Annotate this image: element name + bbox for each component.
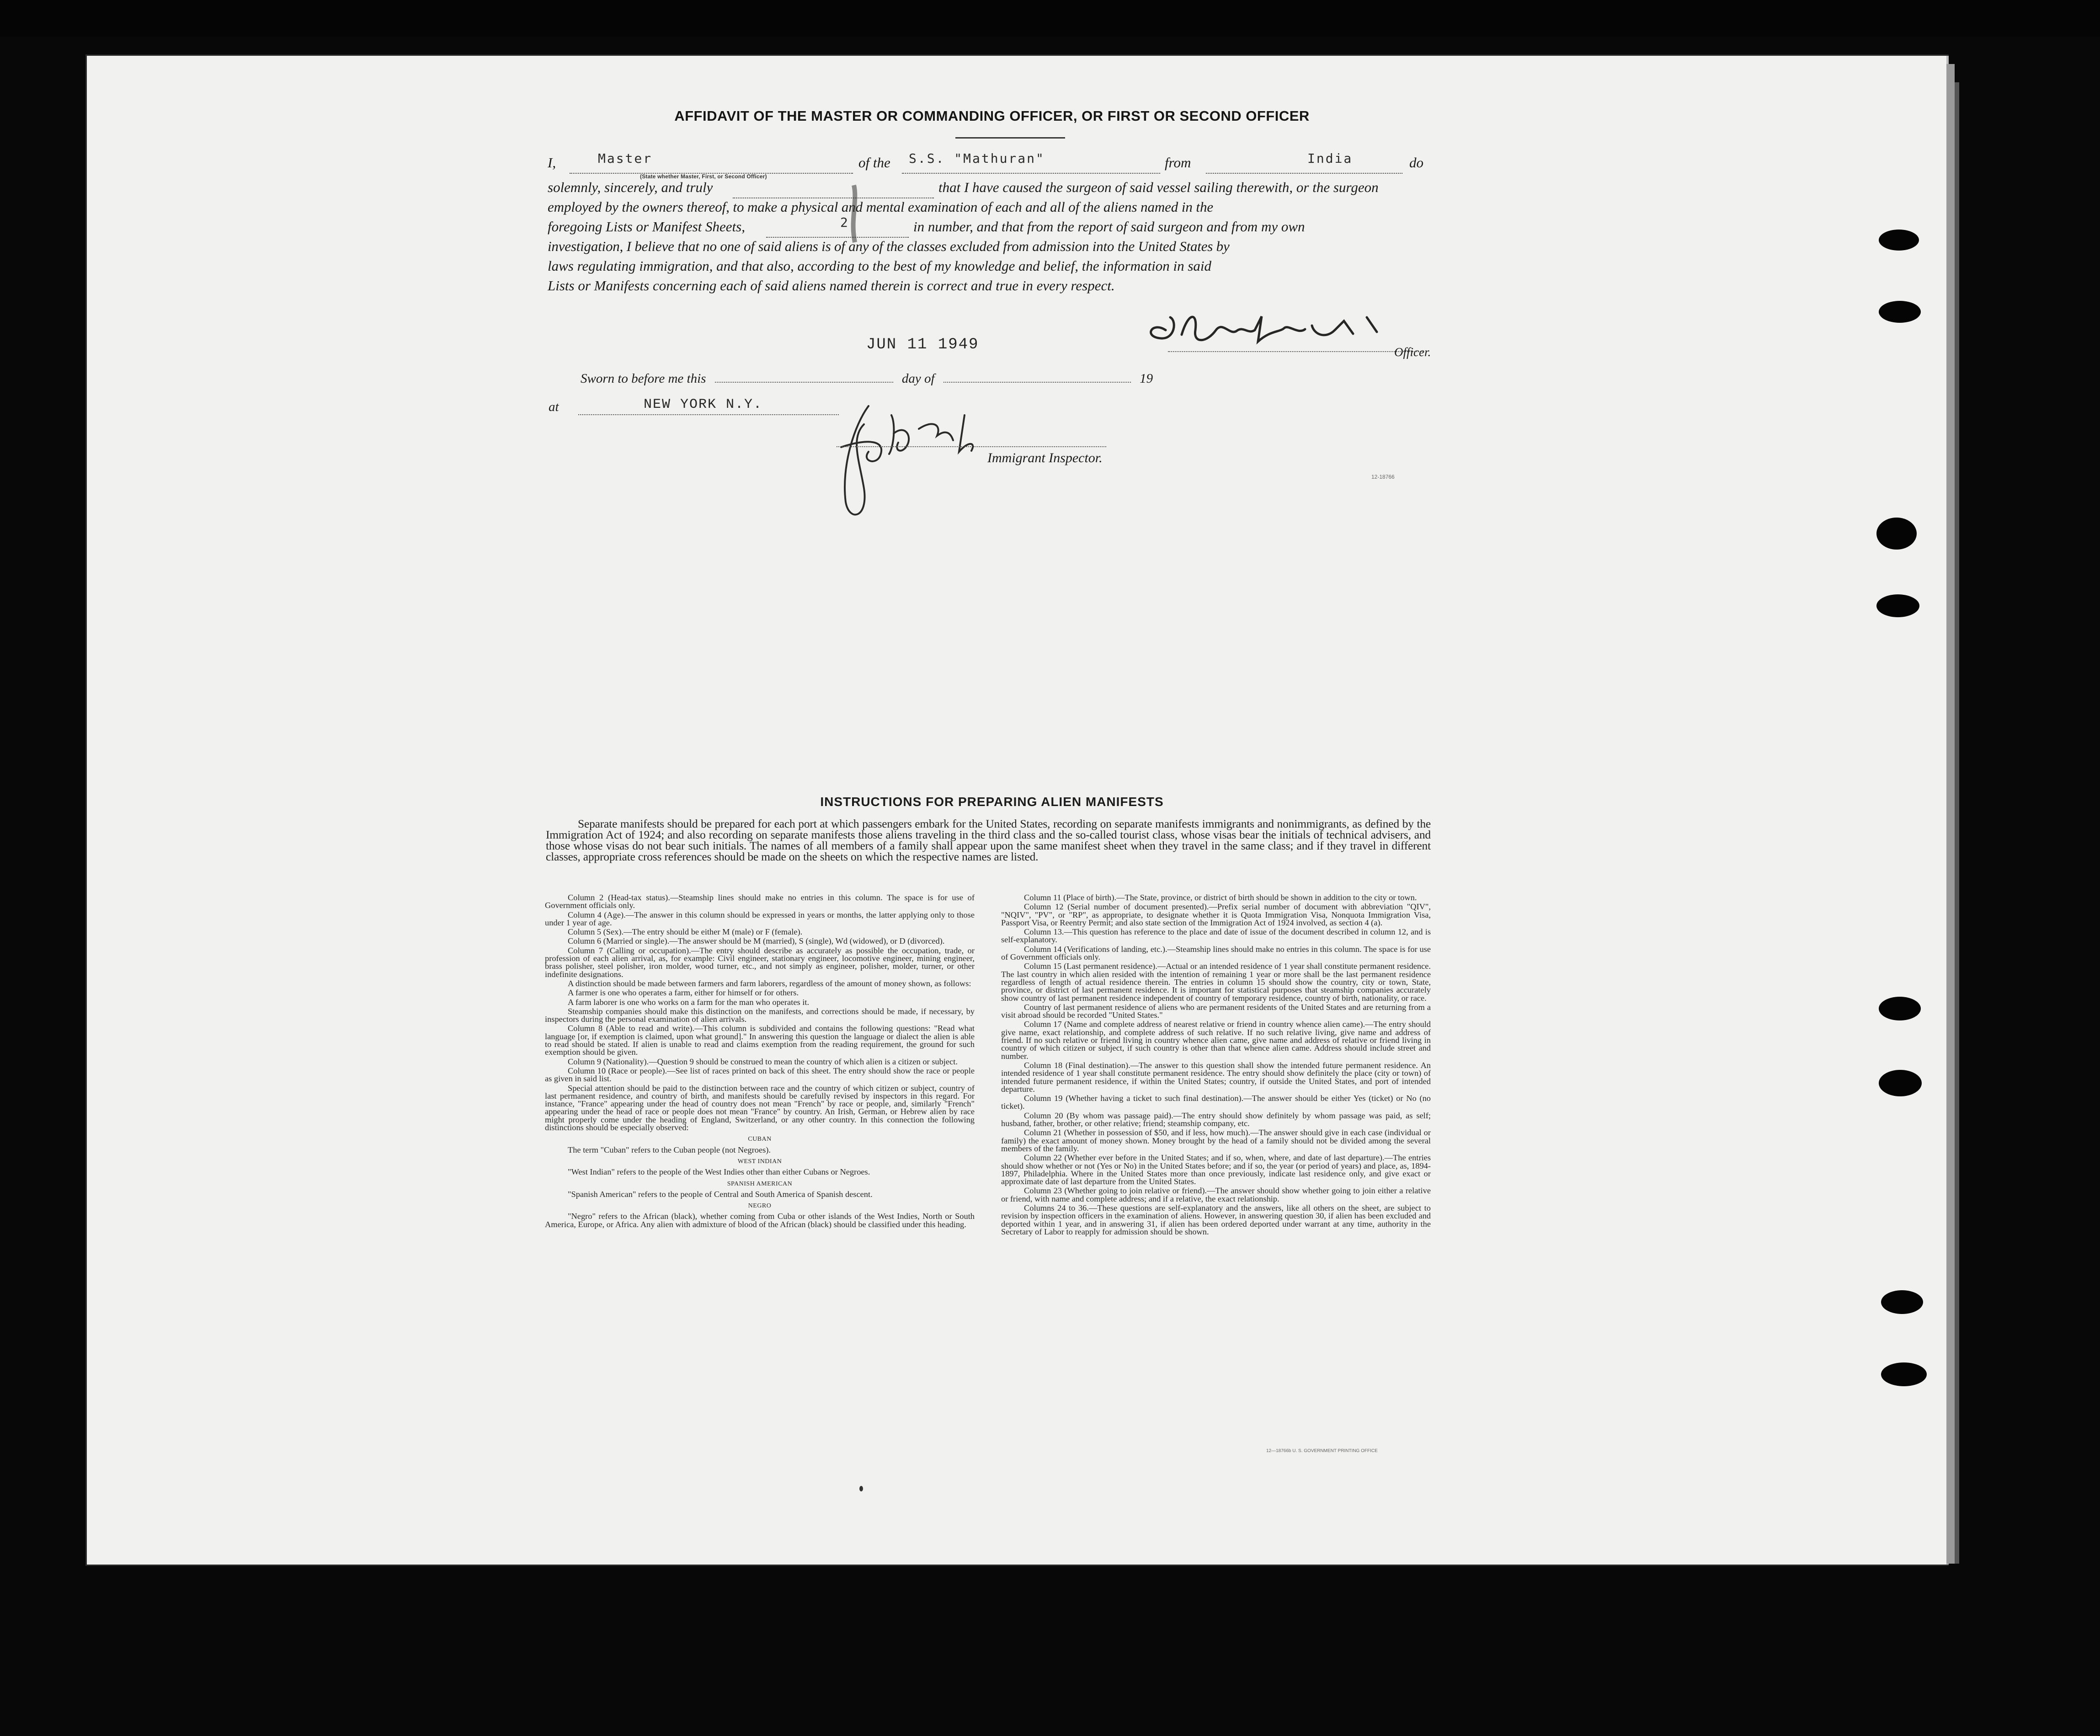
day-of-text: day of bbox=[901, 371, 935, 386]
paragraph: Column 7 (Calling or occupation).—The entry should describe as accurately as possible the occupation, trade, or profession of each alien arrival, as, for example: Civil engineer, stationary engineer, locomotive engineer, mining engineer, brass polisher, steel polisher, iron molder, wood turner, etc., and not simply as engineer, polisher, molder, turner, or other indefinite designations. bbox=[545, 945, 975, 979]
paragraph: Column 11 (Place of birth).—The State, province, or district of birth should be shown in addition to the city or town. bbox=[1024, 893, 1417, 902]
binder-hole bbox=[1876, 518, 1917, 550]
officer-label: Officer. bbox=[1394, 345, 1431, 359]
section-heading: SPANISH AMERICAN bbox=[727, 1180, 793, 1187]
i-label: I, bbox=[548, 155, 556, 171]
line2-end: that I have caused the surgeon of said vessel sailing therewith, or the surgeon bbox=[938, 179, 1379, 195]
date-stamp: JUN 11 1949 bbox=[866, 336, 979, 353]
paragraph: Column 10 (Race or people).—See list of races printed on back of this sheet. The entry should show the race or people as given in said list. bbox=[545, 1066, 975, 1084]
sheets-field bbox=[766, 219, 909, 238]
paragraph: Column 14 (Verifications of landing, etc.).—Steamship lines should make no entries in this column. The space is for use of Government officials only. bbox=[1001, 944, 1431, 962]
paragraph: Column 20 (By whom was passage paid).—The entry should show definitely by whom passage was paid, as self; husband, father, brother, or other relative; friend; steamship company, etc. bbox=[1001, 1111, 1431, 1128]
binder-hole bbox=[1881, 1290, 1923, 1314]
paragraph: Steamship companies should make this distinction on the manifests, and corrections should be made, if necessary, by inspectors during the personal examination of alien arrivals. bbox=[545, 1006, 975, 1024]
paragraph: Column 9 (Nationality).—Question 9 should be construed to mean the country of which alien is a citizen or subject. bbox=[568, 1057, 958, 1066]
rank-handwritten: Master bbox=[598, 151, 653, 166]
paragraph: "Negro" refers to the African (black), whether coming from Cuba or other islands of the West Indies, North or South America, Europe, or Africa. Any alien with admixture of blood of the African (black) should be classified under this heading. bbox=[545, 1212, 975, 1229]
from-handwritten: India bbox=[1307, 151, 1353, 166]
instructions-right-column bbox=[1001, 894, 1431, 1237]
sworn-line bbox=[581, 371, 1153, 386]
section-heading: CUBAN bbox=[748, 1136, 772, 1143]
paragraph: Column 18 (Final destination).—The answer to this question shall show the intended future permanent residence. An intended residence of 1 year shall constitute permanent residence. The entry should show definitely the place (city or town) of intended future permanent residence, if within the United States; country, if outside the United States, and port of intended departure. bbox=[1001, 1060, 1431, 1094]
paragraph: Column 15 (Last permanent residence).—Actual or an intended residence of 1 year shall constitute permanent residence. The last country in which alien resided with the intention of remaining 1 year or more shall be the last permanent residence regardless of length of actual residence therein. The entries in column 15 should show the country, city or town, State, province, or district of last permanent residence. It is important for statistical purposes that steamship companies accurately show country of last permanent residence independent of country of temporary residence, country of birth, nationality, or race. bbox=[1001, 961, 1431, 1003]
paragraph: Column 4 (Age).—The answer in this column should be expressed in years or months, the latter applying only to those under 1 year of age. bbox=[545, 910, 975, 927]
paragraph: A farm laborer is one who works on a farm for the man who operates it. bbox=[568, 997, 810, 1007]
paragraph: Column 12 (Serial number of document presented).—Prefix serial number of document with abbreviation "QIV", "NQIV", "PV", or "RP", as appropriate, to designate whether it is Quota Immigration Visa, Nonquota Immigration Visa, Passport Visa, or Reentry Permit; and also state section of the Immigration Act of 1924 involved, as section 4 (a). bbox=[1001, 902, 1431, 927]
paragraph: "Spanish American" refers to the people of Central and South America of Spanish descent. bbox=[568, 1189, 873, 1199]
vessel-handwritten: S.S. "Mathuran" bbox=[909, 151, 1045, 166]
inspector-label: Immigrant Inspector. bbox=[987, 450, 1103, 465]
officer-signature-line bbox=[1168, 351, 1424, 352]
inspector-signature-line bbox=[837, 446, 1106, 447]
scanner-border bbox=[0, 0, 2100, 37]
paragraph: Column 23 (Whether going to join relative or friend).—The answer should show whether going to join either a relative or friend, with name and complete address; and if a relative, the exact relationship. bbox=[1001, 1186, 1431, 1203]
binder-hole bbox=[1879, 997, 1921, 1020]
form-code: 12-18766 bbox=[1371, 474, 1395, 480]
sworn-text: Sworn to before me this bbox=[581, 371, 706, 386]
affidavit-line-4 bbox=[548, 215, 1430, 239]
place-stamp: NEW YORK N.Y. bbox=[644, 397, 763, 412]
ink-dot bbox=[859, 1486, 863, 1491]
place-field bbox=[578, 414, 839, 415]
affidavit-line-7: Lists or Manifests concerning each of said aliens named therein is correct and true in every respect. bbox=[548, 278, 1115, 294]
printing-office-note: 12—18766b U. S. GOVERNMENT PRINTING OFFICE bbox=[1266, 1448, 1378, 1453]
year-prefix: 19 bbox=[1140, 371, 1153, 386]
at-label: at bbox=[549, 400, 559, 414]
line4-end: in number, and that from the report of said surgeon and from my own bbox=[913, 219, 1305, 235]
paragraph: Column 8 (Able to read and write).—This column is subdivided and contains the following questions: "Read what language [or, if exemption is claimed, upon what ground]." In answering this question the language or dialect the alien is able to read should be stated. If alien is unable to read and claims exemption from the reading requirement, the ground for such exemption should be given. bbox=[545, 1024, 975, 1057]
line4-start: foregoing Lists or Manifest Sheets, bbox=[548, 219, 745, 235]
paragraph: Column 6 (Married or single).—The answer should be M (married), S (single), Wd (widowed), or D (divorced). bbox=[568, 936, 945, 946]
section-heading: NEGRO bbox=[748, 1202, 772, 1210]
section-heading: WEST INDIAN bbox=[737, 1158, 782, 1165]
title-rule bbox=[955, 137, 1065, 139]
affidavit-title: AFFIDAVIT OF THE MASTER OR COMMANDING OFFICER, OR FIRST OR SECOND OFFICER bbox=[674, 108, 1310, 124]
instructions-title: INSTRUCTIONS FOR PREPARING ALIEN MANIFESTS bbox=[820, 795, 1164, 809]
paragraph: Country of last permanent residence of aliens who are permanent residents of the United States and are returning from a visit abroad should be recorded "United States." bbox=[1001, 1002, 1431, 1020]
instructions-intro: Separate manifests should be prepared for each port at which passengers embark for the United States, recording on separate manifests immigrants and nonimmigrants, as defined by the Immigration Act of 1924; and also recording on separate manifests those aliens traveling in the third class and the so-called tourist class, whose visas bear the initials of technical advisers, and those whose visas do not bear such initials. The names of all members of a family shall appear upon the same manifest sheet when they travel in the same class; and if they travel in different classes, appropriate cross references should be made on the sheets on which the respective names are listed. bbox=[546, 817, 1431, 863]
paragraph: Column 5 (Sex).—The entry should be either M (male) or F (female). bbox=[568, 927, 803, 937]
ink-smudge bbox=[845, 183, 863, 247]
affidavit-line-5: investigation, I believe that no one of said aliens is of any of the classes excluded from admission into the United States by bbox=[548, 238, 1230, 254]
from-field bbox=[1206, 155, 1402, 174]
sheets-handwritten: 2 bbox=[840, 215, 849, 230]
paragraph: Column 13.—This question has reference to the place and date of issue of the document described in column 12, and is self-explanatory. bbox=[1001, 927, 1431, 945]
binder-hole bbox=[1879, 230, 1919, 251]
paragraph: Column 21 (Whether in possession of $50, and if less, how much).—The answer should give in each case (individual or family) the exact amount of money shown. Money brought by the head of a family should not be divided among the several members of the family. bbox=[1001, 1128, 1431, 1153]
sworn-day-field bbox=[715, 382, 893, 383]
instructions-left-column bbox=[545, 894, 975, 1230]
affidavit-line-6: laws regulating immigration, and that also, according to the best of my knowledge and belief, the information in said bbox=[548, 258, 1212, 274]
paragraph: Column 22 (Whether ever before in the United States; and if so, when, where, and date of last departure).—The entries should show whether or not (Yes or No) in the United States before; and if so, the year (or period of years) and place, as, 1894-1897, Philadelphia. Where in the United States more than once previously, indicate last residence only, and give exact or approximate date of last departure from the United States. bbox=[1001, 1153, 1431, 1186]
line2-field bbox=[733, 179, 934, 198]
paragraph: A distinction should be made between farmers and farm laborers, regardless of the amount of money shown, as follows: bbox=[568, 978, 971, 988]
paragraph: Column 17 (Name and complete address of nearest relative or friend in country whence alien came).—The entry should give name, exact relationship, and complete address of such relative. If no such relative living, give name and address of friend. If no such relative or friend living in country whence alien came, give name and address of relative or friend living in country of which citizen or subject, if such country is other than that whence alien came. Address should include street and number. bbox=[1001, 1020, 1431, 1061]
do-label: do bbox=[1409, 155, 1423, 171]
underlying-page-shadow bbox=[1955, 82, 1959, 1564]
binder-hole bbox=[1879, 1070, 1922, 1096]
paragraph: Columns 24 to 36.—These questions are self-explanatory and the answers, like all others on the sheet, are subject to revision by inspection officers in the examination of aliens. However, in answering question 30, if alien has been excluded and deported within 1 year, and in answering 31, if alien has been ordered deported under warrant at any time, authority in the Secretary of Labor to reapply for admission should be shown. bbox=[1001, 1203, 1431, 1236]
paragraph: Special attention should be paid to the distinction between race and the country of which citizen or subject, country of last permanent residence, and country of birth, and manifests should be carefully revised by inspectors in this regard. For instance, "France" appearing under the head of country does not mean "French" by race or people, and, similarly "French" appearing under the head of race or people does not mean "France" by country. An Irish, German, or Hebrew alien by race might properly come under the heading of England, Switzerland, or any other country. In this connection the following distinctions should be especially observed: bbox=[545, 1083, 975, 1132]
paragraph: A farmer is one who operates a farm, either for himself or for others. bbox=[568, 988, 799, 998]
affidavit-line-1 bbox=[548, 151, 1430, 175]
from-label: from bbox=[1165, 155, 1191, 171]
binder-hole bbox=[1879, 301, 1921, 323]
binder-hole bbox=[1881, 1362, 1927, 1386]
paragraph: Column 19 (Whether having a ticket to such final destination).—The answer should be either Yes (ticket) or No (no ticket). bbox=[1001, 1094, 1431, 1111]
sworn-month-field bbox=[943, 382, 1131, 383]
rank-note: (State whether Master, First, or Second Officer) bbox=[640, 173, 767, 180]
underlying-page-edge bbox=[1946, 64, 1955, 1564]
of-the-label: of the bbox=[858, 155, 890, 171]
officer-signature bbox=[1097, 303, 1380, 358]
binder-hole bbox=[1876, 594, 1919, 617]
affidavit-line-2 bbox=[548, 179, 1430, 199]
paragraph: Column 2 (Head-tax status).—Steamship lines should make no entries in this column. The space is for use of Government officials only. bbox=[545, 893, 975, 910]
paragraph: "West Indian" refers to the people of the West Indies other than either Cubans or Negroes. bbox=[568, 1167, 870, 1177]
paragraph: The term "Cuban" refers to the Cuban people (not Negroes). bbox=[568, 1145, 771, 1154]
affidavit-line-3: employed by the owners thereof, to make a physical and mental examination of each and all of the aliens named in the bbox=[548, 199, 1213, 215]
line2-start: solemnly, sincerely, and truly bbox=[548, 179, 713, 195]
